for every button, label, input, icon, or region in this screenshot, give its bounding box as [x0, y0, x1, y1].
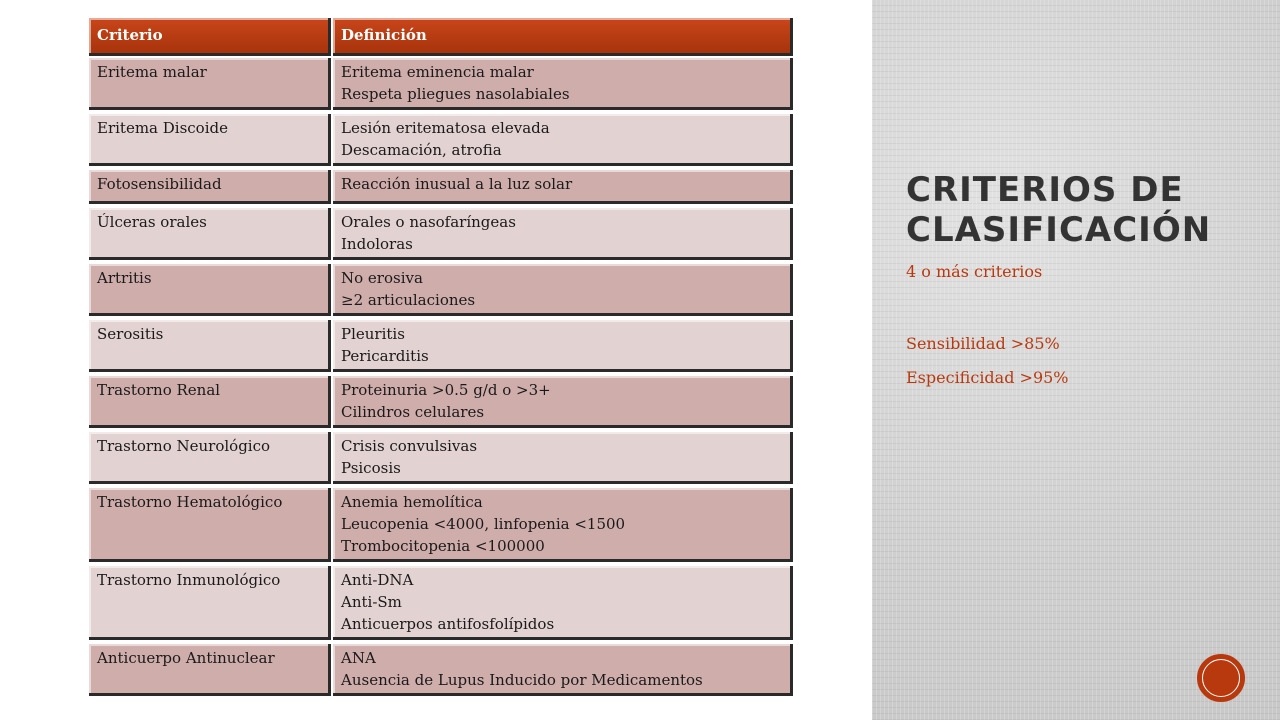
cell-definicion [333, 644, 793, 696]
cell-definicion [333, 208, 793, 260]
cell-definicion [333, 58, 793, 110]
side-panel [872, 0, 1280, 720]
definicion-line: Anticuerpos antifosfolípidos [341, 615, 555, 633]
definicion-line: Reacción inusual a la luz solar [341, 175, 573, 193]
definicion-line: Indoloras [341, 235, 413, 253]
cell-definicion [333, 114, 793, 166]
table-row [89, 320, 793, 372]
slide-number-badge [1197, 654, 1245, 702]
definicion-line: Trombocitopenia <100000 [341, 537, 545, 555]
cell-definicion [333, 264, 793, 316]
definicion-line: Respeta pliegues nasolabiales [341, 85, 570, 103]
definicion-line: Psicosis [341, 459, 401, 477]
cell-criterio: Fotosensibilidad [89, 170, 331, 204]
cell-definicion [333, 320, 793, 372]
definicion-line: ANA [341, 649, 376, 667]
cell-criterio: Eritema malar [89, 58, 331, 110]
definicion-line: Eritema eminencia malar [341, 63, 534, 81]
definicion-line: Anti-Sm [341, 593, 402, 611]
header-definicion: Definición [333, 18, 793, 56]
cell-criterio: Trastorno Inmunológico [89, 566, 331, 640]
table-row [89, 208, 793, 260]
table-row [89, 114, 793, 166]
sensitivity: Sensibilidad >85% [906, 334, 1060, 353]
cell-definicion [333, 376, 793, 428]
cell-definicion [333, 170, 793, 204]
header-criterio: Criterio [89, 18, 331, 56]
definicion-line: Leucopenia <4000, linfopenia <1500 [341, 515, 626, 533]
cell-criterio: Trastorno Renal [89, 376, 331, 428]
definicion-line: Cilindros celulares [341, 403, 485, 421]
criteria-count: 4 o más criterios [906, 262, 1043, 281]
cell-criterio: Trastorno Neurológico [89, 432, 331, 484]
specificity: Especificidad >95% [906, 368, 1069, 387]
criteria-table [89, 18, 793, 698]
table-row [89, 566, 793, 640]
slide-title: CRITERIOS DE CLASIFICACIÓN [906, 170, 1212, 250]
cell-definicion [333, 488, 793, 562]
definicion-line: Proteinuria >0.5 g/d o >3+ [341, 381, 551, 399]
table-row [89, 264, 793, 316]
definicion-line: Lesión eritematosa elevada [341, 119, 550, 137]
cell-definicion [333, 432, 793, 484]
table-row [89, 488, 793, 562]
table-row [89, 170, 793, 204]
definicion-line: Orales o nasofaríngeas [341, 213, 516, 231]
definicion-line: Anti-DNA [341, 571, 414, 589]
cell-criterio: Úlceras orales [89, 208, 331, 260]
definicion-line: Descamación, atrofia [341, 141, 502, 159]
definicion-line: ≥2 articulaciones [341, 291, 476, 309]
cell-criterio: Artritis [89, 264, 331, 316]
definicion-line: Crisis convulsivas [341, 437, 478, 455]
cell-criterio: Anticuerpo Antinuclear [89, 644, 331, 696]
table-row [89, 376, 793, 428]
definicion-line: Anemia hemolítica [341, 493, 483, 511]
cell-definicion [333, 566, 793, 640]
definicion-line: Pericarditis [341, 347, 429, 365]
cell-criterio: Trastorno Hematológico [89, 488, 331, 562]
cell-criterio: Serositis [89, 320, 331, 372]
definicion-line: Ausencia de Lupus Inducido por Medicamentos [341, 671, 703, 689]
definicion-line: Pleuritis [341, 325, 405, 343]
table-row [89, 644, 793, 696]
table-header-row [89, 18, 793, 56]
table-row [89, 432, 793, 484]
definicion-line: No erosiva [341, 269, 423, 287]
table-row [89, 58, 793, 110]
cell-criterio: Eritema Discoide [89, 114, 331, 166]
